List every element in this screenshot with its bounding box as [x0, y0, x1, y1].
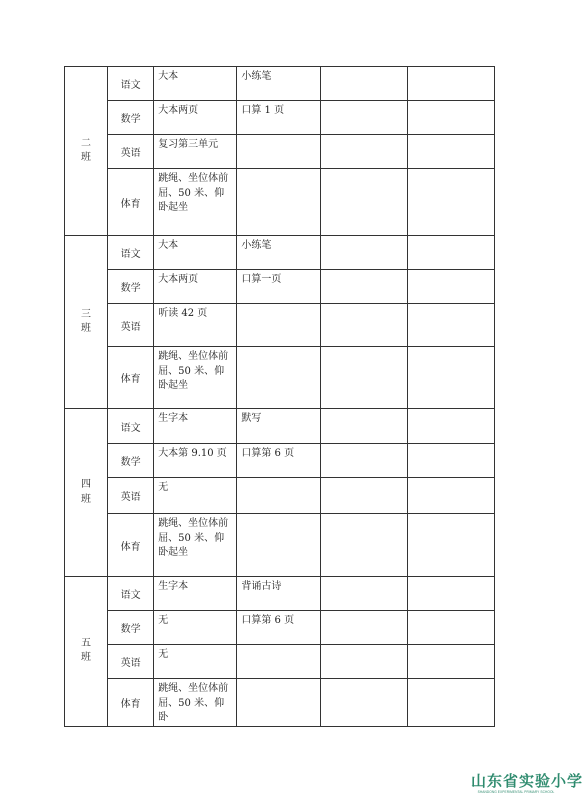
- homework-cell-1: [154, 347, 237, 409]
- homework-text: 跳绳、坐位体前屈、50 米、仰卧: [158, 683, 229, 723]
- table-row: [65, 135, 495, 169]
- class-name: 二 班: [81, 137, 92, 163]
- table-row: [65, 101, 495, 135]
- homework-cell-1: [154, 514, 237, 577]
- homework-text: 口算第 6 页: [241, 615, 295, 626]
- homework-text: 听读 42 页: [158, 308, 208, 319]
- homework-text: 生字本: [158, 581, 189, 592]
- subject-cell: 语文: [108, 409, 154, 444]
- table-row: [65, 645, 495, 679]
- empty-cell: [407, 169, 494, 236]
- subject-cell: 体育: [108, 679, 154, 727]
- empty-cell: [320, 645, 407, 679]
- class-4-block: [65, 409, 495, 577]
- table-row: [65, 169, 495, 236]
- empty-cell: [320, 577, 407, 611]
- subject-cell: 英语: [108, 645, 154, 679]
- subject-cell: 体育: [108, 347, 154, 409]
- homework-text: [237, 514, 319, 517]
- homework-text: [237, 679, 319, 682]
- homework-cell-2: [237, 236, 320, 270]
- homework-cell-2: [237, 577, 320, 611]
- homework-cell-2: [237, 101, 320, 135]
- homework-cell-2: [237, 67, 320, 101]
- homework-text: [237, 304, 319, 307]
- homework-text: 大本: [158, 240, 179, 251]
- homework-text: [237, 347, 319, 350]
- homework-cell-2: [237, 304, 320, 347]
- homework-cell-1: [154, 577, 237, 611]
- homework-cell-1: [154, 169, 237, 236]
- subject-cell: 数学: [108, 444, 154, 478]
- homework-table: [64, 66, 495, 727]
- homework-cell-1: [154, 67, 237, 101]
- table-row: [65, 236, 495, 270]
- homework-text: 默写: [241, 413, 262, 424]
- class-label: [65, 236, 108, 409]
- homework-text: 无: [158, 615, 169, 626]
- table-row: [65, 611, 495, 645]
- empty-cell: [320, 169, 407, 236]
- empty-cell: [320, 679, 407, 727]
- homework-text: 跳绳、坐位体前屈、50 米、仰卧起坐: [158, 173, 229, 213]
- empty-cell: [407, 101, 494, 135]
- empty-cell: [407, 611, 494, 645]
- homework-cell-1: [154, 409, 237, 444]
- subject-cell: 英语: [108, 478, 154, 514]
- empty-cell: [320, 304, 407, 347]
- homework-cell-2: [237, 169, 320, 236]
- homework-text: 生字本: [158, 413, 189, 424]
- homework-text: 大本两页: [158, 274, 199, 285]
- empty-cell: [407, 514, 494, 577]
- class-name: 三 班: [81, 308, 92, 334]
- homework-text: 大本第 9.10 页: [158, 448, 227, 459]
- table-row: [65, 347, 495, 409]
- subject-cell: 数学: [108, 101, 154, 135]
- empty-cell: [407, 67, 494, 101]
- homework-text: 跳绳、坐位体前屈、50 米、仰卧起坐: [158, 351, 229, 391]
- subject-cell: 体育: [108, 169, 154, 236]
- homework-text: 口算一页: [241, 274, 282, 285]
- class-label: [65, 577, 108, 727]
- subject-cell: 语文: [108, 577, 154, 611]
- table-row: [65, 478, 495, 514]
- homework-text: 大本: [158, 71, 179, 82]
- homework-cell-2: [237, 270, 320, 304]
- empty-cell: [407, 444, 494, 478]
- empty-cell: [320, 135, 407, 169]
- homework-text: 无: [158, 649, 169, 660]
- homework-text: 大本两页: [158, 105, 199, 116]
- homework-text: 无: [158, 482, 169, 493]
- homework-text: 跳绳、坐位体前屈、50 米、仰卧起坐: [158, 518, 229, 558]
- subject-cell: 数学: [108, 611, 154, 645]
- homework-cell-2: [237, 514, 320, 577]
- homework-text: 口算 1 页: [241, 105, 285, 116]
- homework-cell-1: [154, 478, 237, 514]
- homework-cell-1: [154, 444, 237, 478]
- class-name: 五 班: [81, 637, 92, 664]
- empty-cell: [407, 645, 494, 679]
- homework-cell-1: [154, 645, 237, 679]
- homework-cell-1: [154, 135, 237, 169]
- homework-cell-2: [237, 611, 320, 645]
- homework-cell-1: [154, 270, 237, 304]
- school-logo: [471, 771, 583, 795]
- homework-cell-1: [154, 236, 237, 270]
- empty-cell: [407, 577, 494, 611]
- subject-cell: 英语: [108, 304, 154, 347]
- subject-cell: 语文: [108, 236, 154, 270]
- empty-cell: [407, 270, 494, 304]
- class-label: [65, 409, 108, 577]
- empty-cell: [320, 101, 407, 135]
- table-row: [65, 577, 495, 611]
- homework-cell-1: [154, 304, 237, 347]
- empty-cell: [320, 514, 407, 577]
- homework-cell-2: [237, 679, 320, 727]
- empty-cell: [407, 409, 494, 444]
- homework-text: [237, 478, 319, 481]
- school-name-cn: 山东省实验小学: [471, 771, 583, 790]
- class-5-block: [65, 577, 495, 727]
- class-name: 四 班: [81, 479, 92, 505]
- empty-cell: [407, 478, 494, 514]
- homework-cell-1: [154, 101, 237, 135]
- subject-cell: 体育: [108, 514, 154, 577]
- empty-cell: [320, 236, 407, 270]
- table-row: [65, 679, 495, 727]
- homework-text: 小练笔: [241, 240, 272, 251]
- table-row: [65, 444, 495, 478]
- homework-text: [237, 169, 319, 172]
- empty-cell: [320, 444, 407, 478]
- empty-cell: [407, 304, 494, 347]
- table-row: [65, 514, 495, 577]
- homework-cell-2: [237, 645, 320, 679]
- empty-cell: [320, 409, 407, 444]
- class-label: [65, 67, 108, 236]
- homework-cell-1: [154, 679, 237, 727]
- subject-cell: 语文: [108, 67, 154, 101]
- empty-cell: [407, 679, 494, 727]
- class-2-block: [65, 67, 495, 236]
- homework-cell-2: [237, 444, 320, 478]
- table-row: [65, 304, 495, 347]
- class-3-block: [65, 236, 495, 409]
- homework-text: 背诵古诗: [241, 581, 282, 592]
- subject-cell: 英语: [108, 135, 154, 169]
- homework-text: [237, 135, 319, 138]
- empty-cell: [320, 478, 407, 514]
- empty-cell: [320, 611, 407, 645]
- homework-text: 小练笔: [241, 71, 272, 82]
- homework-text: 复习第三单元: [158, 139, 219, 150]
- table-row: [65, 409, 495, 444]
- homework-cell-1: [154, 611, 237, 645]
- empty-cell: [320, 347, 407, 409]
- homework-cell-2: [237, 478, 320, 514]
- homework-text: [237, 645, 319, 648]
- homework-text: 口算第 6 页: [241, 448, 295, 459]
- empty-cell: [320, 67, 407, 101]
- empty-cell: [407, 347, 494, 409]
- school-name-en: SHANDONG EXPERIMENTAL PRIMARY SCHOOL: [477, 790, 555, 794]
- homework-cell-2: [237, 409, 320, 444]
- table-row: [65, 270, 495, 304]
- empty-cell: [407, 135, 494, 169]
- empty-cell: [320, 270, 407, 304]
- table-row: [65, 67, 495, 101]
- empty-cell: [407, 236, 494, 270]
- homework-cell-2: [237, 135, 320, 169]
- subject-cell: 数学: [108, 270, 154, 304]
- homework-cell-2: [237, 347, 320, 409]
